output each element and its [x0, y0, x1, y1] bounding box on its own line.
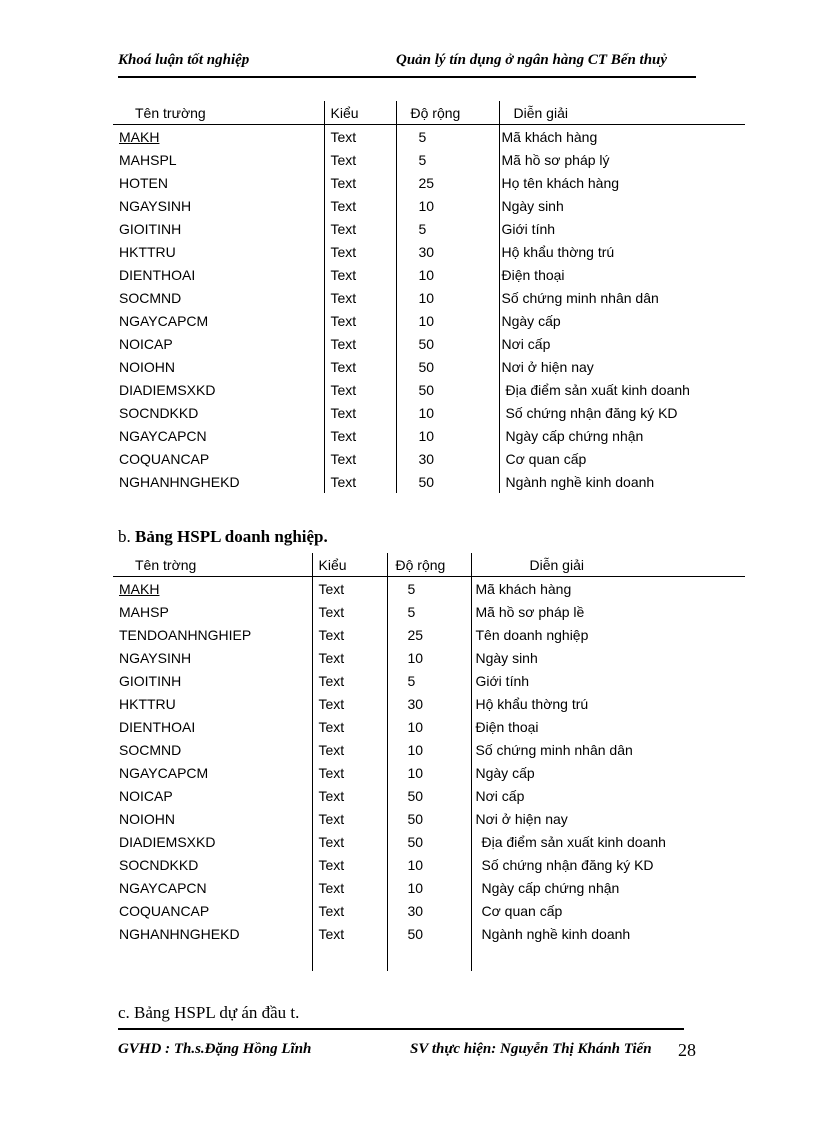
width-cell: 10: [396, 286, 499, 309]
width-cell: 10: [387, 715, 471, 738]
field-name-cell: MAHSP: [119, 603, 169, 620]
width-cell: 5: [387, 577, 471, 601]
column-header-do-rong: Độ rộng: [387, 553, 471, 577]
width-cell: 50: [387, 784, 471, 807]
width-cell: 10: [387, 853, 471, 876]
width-cell: 50: [396, 355, 499, 378]
field-name-cell: MAKH: [119, 580, 160, 597]
type-cell: Text: [324, 309, 396, 332]
type-cell: Text: [312, 784, 387, 807]
description-cell: Ngày sinh: [471, 646, 745, 669]
description-cell: Số chứng nhận đăng ký KD: [499, 401, 745, 424]
table-row: [113, 807, 745, 830]
column-header-kieu: Kiểu: [312, 553, 387, 577]
type-cell: Text: [324, 401, 396, 424]
table-row: [113, 332, 745, 355]
column-header-dien-giai: Diễn giải: [499, 101, 745, 125]
type-cell: Text: [312, 922, 387, 945]
field-name-cell: HKTTRU: [119, 243, 176, 260]
table-row: [113, 876, 745, 899]
table-row: [113, 853, 745, 876]
description-cell: Ngày cấp: [499, 309, 745, 332]
type-cell: Text: [324, 148, 396, 171]
description-cell: Nơi cấp: [471, 784, 745, 807]
header-rule: [118, 76, 696, 78]
field-name-cell: SOCMND: [119, 289, 182, 306]
width-cell: 25: [396, 171, 499, 194]
width-cell: 10: [396, 309, 499, 332]
description-cell: Giới tính: [499, 217, 745, 240]
width-cell: 10: [396, 401, 499, 424]
table-row: [113, 355, 745, 378]
table-row: [113, 286, 745, 309]
type-cell: Text: [312, 692, 387, 715]
page-number: 28: [678, 1040, 696, 1060]
field-name-cell: NGAYCAPCM: [119, 312, 209, 329]
description-cell: Cơ quan cấp: [499, 447, 745, 470]
table-row: [113, 692, 745, 715]
description-cell: Ngày cấp chứng nhận: [499, 424, 745, 447]
table-row: [113, 830, 745, 853]
field-name-cell: GIOITINH: [119, 672, 182, 689]
type-cell: Text: [324, 424, 396, 447]
table-row: [113, 922, 745, 945]
type-cell: Text: [324, 171, 396, 194]
field-name-cell: NOICAP: [119, 335, 173, 352]
description-cell: Địa điểm sản xuất kinh doanh: [499, 378, 745, 401]
field-name-cell: DIADIEMSXKD: [119, 833, 216, 850]
description-cell: Ngày sinh: [499, 194, 745, 217]
table-row: [113, 148, 745, 171]
spacer-cell: [471, 945, 745, 971]
description-cell: Hộ khẩu thờng trú: [499, 240, 745, 263]
description-cell: Nơi ở hiện nay: [471, 807, 745, 830]
width-cell: 10: [387, 761, 471, 784]
description-cell: Giới tính: [471, 669, 745, 692]
field-name-cell: SOCMND: [119, 741, 182, 758]
column-header-dien-giai: Diễn giải: [471, 553, 745, 577]
type-cell: Text: [312, 623, 387, 646]
type-cell: Text: [312, 738, 387, 761]
type-cell: Text: [324, 125, 396, 149]
width-cell: 30: [387, 899, 471, 922]
table-spacer-row: [113, 945, 745, 971]
table-header-row: [113, 101, 745, 125]
type-cell: Text: [324, 470, 396, 493]
type-cell: Text: [324, 378, 396, 401]
field-name-cell: NGHANHNGHEKD: [119, 473, 240, 490]
description-cell: Ngày cấp chứng nhận: [471, 876, 745, 899]
section-b-heading: [118, 527, 328, 547]
field-name-cell: NOIOHN: [119, 810, 175, 827]
type-cell: Text: [312, 899, 387, 922]
spacer-cell: [387, 945, 471, 971]
width-cell: 30: [396, 240, 499, 263]
table-row: [113, 309, 745, 332]
table-row: [113, 623, 745, 646]
type-cell: Text: [324, 194, 396, 217]
table-row: [113, 646, 745, 669]
table-row: [113, 899, 745, 922]
field-name-cell: NGAYCAPCN: [119, 427, 207, 444]
table-hspl-ca-nhan: [113, 101, 745, 493]
width-cell: 50: [387, 830, 471, 853]
column-header-do-rong: Độ rộng: [396, 101, 499, 125]
header-left: Khoá luận tốt nghiệp: [118, 52, 250, 68]
section-b-prefix: b.: [118, 527, 131, 546]
field-name-cell: SOCNDKKD: [119, 404, 199, 421]
type-cell: Text: [324, 263, 396, 286]
table-header-row: [113, 553, 745, 577]
width-cell: 50: [387, 807, 471, 830]
table-row: [113, 669, 745, 692]
type-cell: Text: [312, 761, 387, 784]
width-cell: 5: [387, 669, 471, 692]
description-cell: Mã khách hàng: [471, 577, 745, 601]
footer-right: SV thực hiện: Nguyễn Thị Khánh Tiến: [410, 1041, 652, 1057]
field-name-cell: NGHANHNGHEKD: [119, 925, 240, 942]
description-cell: Điện thoại: [499, 263, 745, 286]
column-header-ten-truong: Tên trờng: [113, 553, 312, 577]
table-row: [113, 194, 745, 217]
type-cell: Text: [324, 447, 396, 470]
table-body: [113, 125, 745, 494]
footer-rule: [118, 1028, 684, 1030]
type-cell: Text: [312, 577, 387, 601]
table-row: [113, 715, 745, 738]
field-name-cell: SOCNDKKD: [119, 856, 199, 873]
width-cell: 30: [396, 447, 499, 470]
description-cell: Hộ khẩu thờng trú: [471, 692, 745, 715]
table-hspl-doanh-nghiep: [113, 553, 745, 971]
type-cell: Text: [312, 715, 387, 738]
table-row: [113, 171, 745, 194]
width-cell: 5: [396, 217, 499, 240]
width-cell: 10: [396, 263, 499, 286]
width-cell: 50: [396, 470, 499, 493]
field-name-cell: HOTEN: [119, 174, 168, 191]
field-name-cell: TENDOANHNGHIEP: [119, 626, 252, 643]
description-cell: Cơ quan cấp: [471, 899, 745, 922]
spacer-cell: [312, 945, 387, 971]
field-name-cell: NOIOHN: [119, 358, 175, 375]
description-cell: Nơi ở hiện nay: [499, 355, 745, 378]
description-cell: Số chứng minh nhân dân: [499, 286, 745, 309]
width-cell: 10: [387, 738, 471, 761]
type-cell: Text: [324, 286, 396, 309]
table-row: [113, 240, 745, 263]
type-cell: Text: [312, 600, 387, 623]
table-row: [113, 378, 745, 401]
description-cell: Điện thoại: [471, 715, 745, 738]
table-row: [113, 217, 745, 240]
field-name-cell: HKTTRU: [119, 695, 176, 712]
field-name-cell: MAHSPL: [119, 151, 177, 168]
description-cell: Địa điểm sản xuất kinh doanh: [471, 830, 745, 853]
type-cell: Text: [324, 332, 396, 355]
field-name-cell: DIENTHOAI: [119, 718, 196, 735]
type-cell: Text: [324, 355, 396, 378]
footer-left: GVHD : Th.s.Đặng Hồng Lĩnh: [118, 1041, 312, 1057]
header-right: Quản lý tín dụng ở ngân hàng CT Bến thuỷ: [396, 52, 668, 68]
description-cell: Ngành nghề kinh doanh: [471, 922, 745, 945]
width-cell: 25: [387, 623, 471, 646]
field-name-cell: GIOITINH: [119, 220, 182, 237]
field-name-cell: NGAYSINH: [119, 649, 192, 666]
width-cell: 5: [396, 148, 499, 171]
field-name-cell: NGAYSINH: [119, 197, 192, 214]
width-cell: 10: [396, 424, 499, 447]
description-cell: Họ tên khách hàng: [499, 171, 745, 194]
table-row: [113, 424, 745, 447]
field-name-cell: COQUANCAP: [119, 450, 210, 467]
type-cell: Text: [312, 807, 387, 830]
width-cell: 50: [396, 378, 499, 401]
column-header-kieu: Kiểu: [324, 101, 396, 125]
field-name-cell: DIENTHOAI: [119, 266, 196, 283]
field-name-cell: NGAYCAPCN: [119, 879, 207, 896]
width-cell: 10: [387, 876, 471, 899]
section-b-title: Bảng HSPL doanh nghiệp.: [135, 527, 328, 546]
type-cell: Text: [324, 240, 396, 263]
type-cell: Text: [312, 876, 387, 899]
width-cell: 50: [387, 922, 471, 945]
table-row: [113, 738, 745, 761]
description-cell: Số chứng minh nhân dân: [471, 738, 745, 761]
type-cell: Text: [312, 830, 387, 853]
type-cell: Text: [324, 217, 396, 240]
table-row: [113, 447, 745, 470]
description-cell: Số chứng nhận đăng ký KD: [471, 853, 745, 876]
type-cell: Text: [312, 669, 387, 692]
field-name-cell: DIADIEMSXKD: [119, 381, 216, 398]
description-cell: Ngày cấp: [471, 761, 745, 784]
width-cell: 10: [396, 194, 499, 217]
section-c-heading: c. Bảng HSPL dự án đầu t.: [118, 1003, 300, 1022]
field-name-cell: COQUANCAP: [119, 902, 210, 919]
description-cell: Ngành nghề kinh doanh: [499, 470, 745, 493]
table-row: [113, 401, 745, 424]
table-row: [113, 263, 745, 286]
table-row: [113, 600, 745, 623]
description-cell: Mã khách hàng: [499, 125, 745, 149]
description-cell: Tên doanh nghiệp: [471, 623, 745, 646]
table-row: [113, 577, 745, 601]
table-row: [113, 784, 745, 807]
column-header-ten-truong: Tên trường: [113, 101, 324, 125]
width-cell: 5: [396, 125, 499, 149]
width-cell: 30: [387, 692, 471, 715]
type-cell: Text: [312, 853, 387, 876]
table-body: [113, 577, 745, 972]
field-name-cell: NGAYCAPCM: [119, 764, 209, 781]
table-row: [113, 125, 745, 149]
field-name-cell: NOICAP: [119, 787, 173, 804]
spacer-cell: [113, 945, 312, 971]
type-cell: Text: [312, 646, 387, 669]
width-cell: 50: [396, 332, 499, 355]
table-row: [113, 761, 745, 784]
description-cell: Mã hồ sơ pháp lề: [471, 600, 745, 623]
description-cell: Nơi cấp: [499, 332, 745, 355]
width-cell: 5: [387, 600, 471, 623]
field-name-cell: MAKH: [119, 128, 160, 145]
table-row: [113, 470, 745, 493]
description-cell: Mã hồ sơ pháp lý: [499, 148, 745, 171]
width-cell: 10: [387, 646, 471, 669]
